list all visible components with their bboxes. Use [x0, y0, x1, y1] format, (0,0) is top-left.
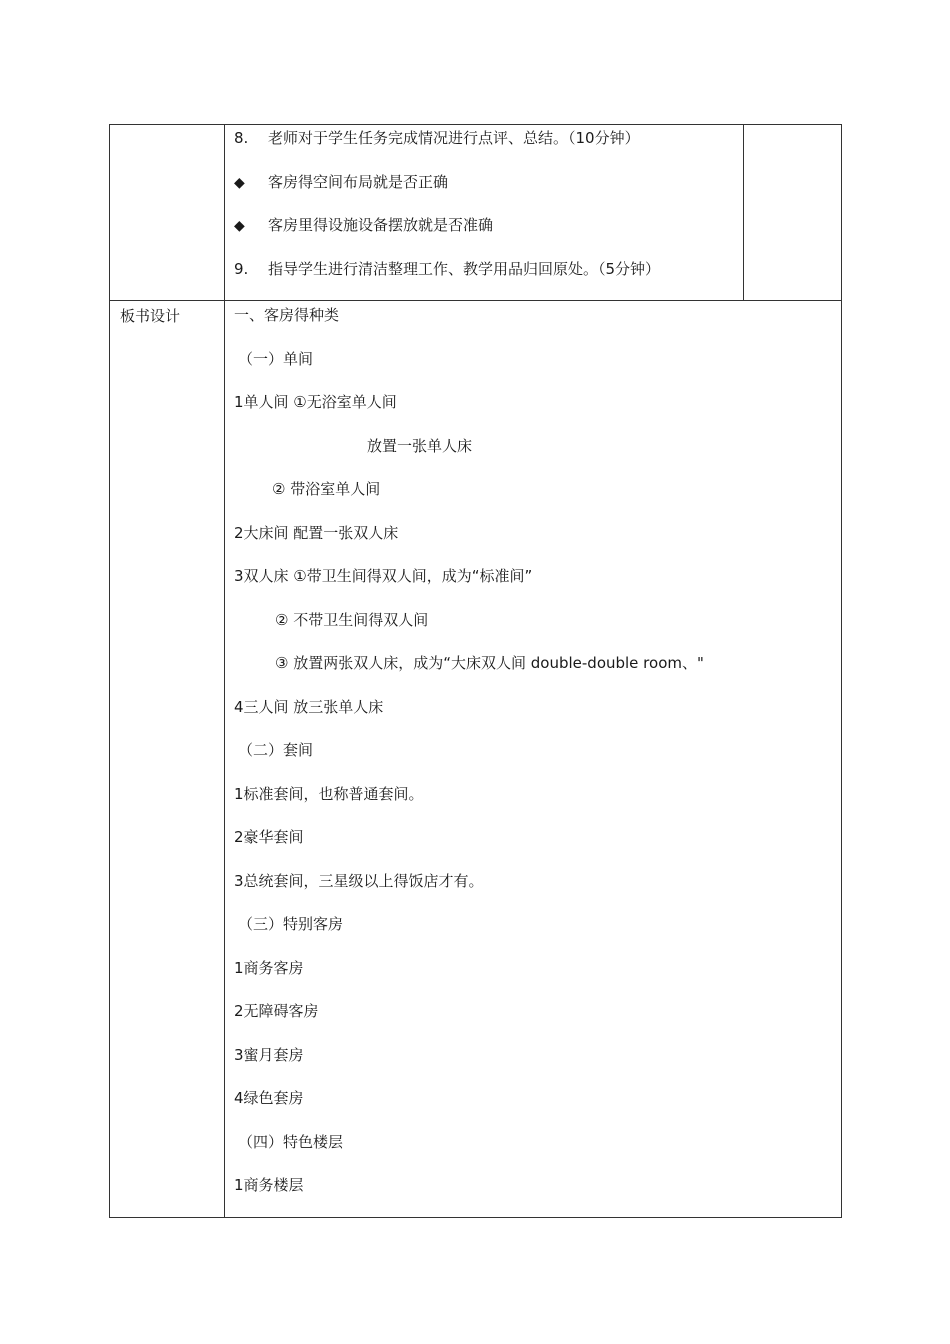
diamond-bullet-icon: ◆: [234, 174, 245, 191]
list-item: 1单人间 ①无浴室单人间: [234, 393, 397, 411]
lesson-plan-table: [109, 124, 842, 1218]
row-label-cell: [110, 125, 225, 301]
list-item: 1商务楼层: [234, 1176, 304, 1194]
bullet-text: 客房得空间布局就是否正确: [268, 172, 449, 191]
activity-cell: [225, 125, 744, 301]
list-item: [234, 257, 743, 301]
list-item: 2豪华套间: [234, 828, 304, 846]
notes-cell: [744, 125, 842, 301]
subsection-heading: （一）单间: [238, 349, 314, 368]
list-item: ③ 放置两张双人床，成为“大床双人间 double-double room、": [275, 654, 704, 672]
table-row: [110, 301, 842, 1218]
list-item: [234, 213, 743, 257]
table-row: [110, 125, 842, 301]
step-text: 指导学生进行清洁整理工作、教学用品归回原处。（5分钟）: [268, 259, 661, 278]
subsection-heading: （四）特色楼层: [238, 1132, 344, 1151]
list-item: 2无障碍客房: [234, 1002, 319, 1020]
subsection-heading: （三）特别客房: [238, 915, 344, 933]
blackboard-design-cell: [225, 301, 842, 1218]
list-item: 放置一张单人床: [367, 436, 473, 455]
subsection-heading: （二）套间: [238, 741, 314, 759]
step-number: 8.: [234, 129, 249, 147]
step-number: 9.: [234, 259, 249, 278]
section-heading: 一、客房得种类: [234, 306, 340, 324]
list-item: 3双人床 ①带卫生间得双人间，成为“标准间”: [234, 567, 533, 585]
list-item: ② 带浴室单人间: [272, 480, 381, 498]
list-item: [234, 126, 743, 170]
diamond-bullet-icon: ◆: [234, 218, 245, 234]
list-item: 3蜜月套房: [234, 1045, 304, 1064]
list-item: 3总统套间，三星级以上得饭店才有。: [234, 871, 484, 890]
list-item: 1标准套间，也称普通套间。: [234, 784, 424, 803]
row-label: 板书设计: [120, 307, 181, 325]
list-item: [234, 170, 743, 214]
list-item: ② 不带卫生间得双人间: [275, 610, 429, 629]
step-text: 老师对于学生任务完成情况进行点评、总结。（10分钟）: [268, 129, 640, 147]
list-item: 1商务客房: [234, 958, 304, 977]
bullet-text: 客房里得设施设备摆放就是否准确: [268, 216, 494, 234]
list-item: 2大床间 配置一张双人床: [234, 523, 399, 542]
list-item: 4三人间 放三张单人床: [234, 697, 384, 716]
list-item: 4绿色套房: [234, 1089, 304, 1107]
row-label-cell: [110, 301, 225, 1218]
